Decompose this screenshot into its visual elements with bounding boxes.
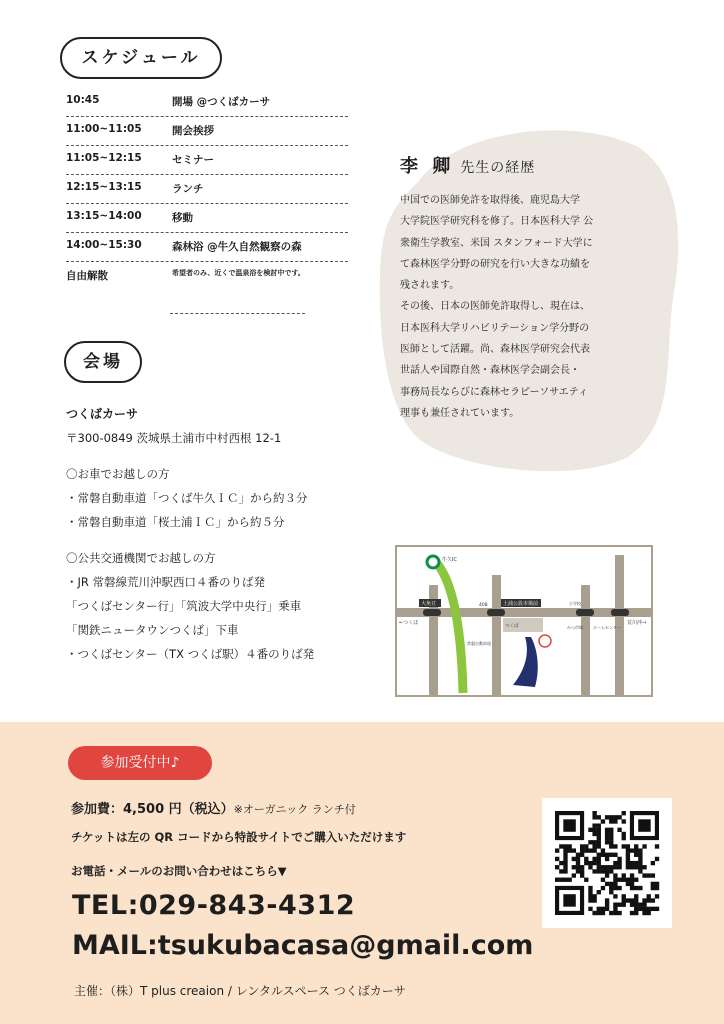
schedule-row xyxy=(66,204,348,233)
schedule-time: 11:00~11:05 xyxy=(66,123,142,135)
venue-name: つくばカーサ xyxy=(66,407,139,421)
map-label-ohkado: 大角豆 xyxy=(421,601,437,607)
map-signal xyxy=(576,609,594,616)
transit-access-line: 「つくばセンター行」「筑波大学中央行」乗車 xyxy=(66,599,302,613)
bio-title xyxy=(400,152,662,178)
bio-subtitle: 先生の経歴 xyxy=(460,160,536,176)
email-address[interactable]: MAIL:tsukubacasa@gmail.com xyxy=(72,930,534,961)
transit-access-line: ・つくばセンター（TX つくば駅）４番のりば発 xyxy=(66,647,315,661)
map-signal xyxy=(611,609,629,616)
bio-line: 衆衛生学教室、米国 スタンフォード大学に xyxy=(400,237,593,249)
transit-access-title: 〇公共交通機関でお越しの方 xyxy=(66,551,216,565)
car-access-line: ・常磐自動車道「つくば牛久ＩＣ」から約３分 xyxy=(66,491,308,505)
bio-line: その後、日本の医師免許取得し、現在は、 xyxy=(400,301,590,313)
schedule-event: 移動 xyxy=(172,212,193,224)
bio-line: 事務局長ならびに森林セラピーソサエティ xyxy=(400,386,588,398)
map-signal xyxy=(487,609,505,616)
schedule-heading: スケジュール xyxy=(60,37,222,79)
map-road-right1 xyxy=(581,585,590,697)
schedule-time: 13:15~14:00 xyxy=(66,210,142,222)
schedule-time: 12:15~13:15 xyxy=(66,181,142,193)
bio-line: 世話人や国際自然・森林医学会副会長・ xyxy=(400,365,580,377)
car-access-title: 〇お車でお越しの方 xyxy=(66,467,170,481)
qr-code-image xyxy=(542,798,672,928)
map-signal xyxy=(423,609,441,616)
venue-info xyxy=(66,402,376,666)
schedule-time: 14:00~15:30 xyxy=(66,239,142,251)
schedule-divider xyxy=(170,313,305,314)
schedule-row xyxy=(66,233,348,262)
car-access-line: ・常磐自動車道「桜土浦ＩＣ」から約５分 xyxy=(66,515,285,529)
map-label-arakawa: 荒川沖→ xyxy=(627,620,647,626)
bio-line: 残されます。 xyxy=(400,280,460,292)
map-label-408: 408 xyxy=(479,603,488,608)
transit-access-line: 「関鉄ニュータウンつくば」下車 xyxy=(66,623,239,637)
map-label-tsukuba: ←つくば xyxy=(399,620,419,626)
qr-finder-square xyxy=(563,894,575,906)
schedule-event: セミナー xyxy=(172,154,214,166)
ticket-info: チケットは左の QR コードから特設サイトでご購入いただけます xyxy=(71,830,407,844)
bio-line: 理事も兼任されています。 xyxy=(400,407,520,419)
price-label: 参加費：4,500 円（税込） xyxy=(71,802,234,817)
schedule-time: 自由解散 xyxy=(66,270,108,282)
map-label-ic: 牛久IC xyxy=(442,557,457,563)
bio-line: 日本医科大学リハビリテーション学分野の xyxy=(400,322,590,334)
schedule-event: 開場 @つくばカーサ xyxy=(172,96,271,108)
registration-open-badge: 参加受付中♪ xyxy=(68,746,212,780)
schedule-event: ランチ xyxy=(172,183,204,195)
schedule-event: 森林浴 @牛久自然観察の森 xyxy=(172,241,302,253)
transit-access-line: ・JR 常磐線荒川沖駅西口４番のりば発 xyxy=(66,575,266,589)
bio-line: 大学院医学研究科を修了。日本医科大学 公 xyxy=(400,216,594,228)
bio-name: 李 卿 xyxy=(400,156,455,177)
qr-finder-square xyxy=(563,819,575,831)
map-ic-marker xyxy=(427,556,439,568)
schedule-row xyxy=(66,175,348,204)
bio-text xyxy=(400,190,662,424)
map-label-venue-area: つくば xyxy=(505,624,519,629)
venue-heading: 会場 xyxy=(64,341,142,383)
bio-line: 医師として活躍。尚、森林医学研究会代表 xyxy=(400,344,590,356)
map-road-center xyxy=(492,575,501,697)
price-info xyxy=(71,798,356,817)
map-label-small3: ホームセンター xyxy=(593,625,621,630)
organizer-text: 主催：（株）T plus creaion / レンタルスペース つくばカーサ xyxy=(74,984,406,998)
bio-section xyxy=(400,152,662,424)
map-label-small1: 小学校 xyxy=(569,601,581,606)
schedule-event: 開会挨拶 xyxy=(172,125,214,137)
contact-prompt: お電話・メールのお問い合わせはこちら▼ xyxy=(71,864,287,878)
schedule-time: 10:45 xyxy=(66,94,100,106)
map-label-highway: 常磐自動車道 xyxy=(467,641,491,646)
schedule-row xyxy=(66,262,348,290)
bio-line: 中国での医師免許を取得後、鹿児島大学 xyxy=(400,195,580,206)
schedule-row xyxy=(66,117,348,146)
schedule-list xyxy=(66,88,348,290)
map-label-small2: かつ市場 xyxy=(567,625,583,630)
venue-address: 〒300-0849 茨城県土浦市中村西根 12-1 xyxy=(66,431,282,445)
schedule-row xyxy=(66,146,348,175)
qr-code[interactable] xyxy=(542,798,672,928)
access-map xyxy=(395,545,653,697)
qr-finder-square xyxy=(638,819,650,831)
bio-line: て森林医学分野の研究を行い大きな功績を xyxy=(400,258,590,270)
schedule-time: 11:05~12:15 xyxy=(66,152,142,164)
schedule-row xyxy=(66,88,348,117)
map-label-city-office: 土浦公設市場前 xyxy=(503,601,539,607)
schedule-event: 希望者のみ、近くで温泉浴を検討中です。 xyxy=(172,269,305,277)
phone-number[interactable]: TEL:029-843-4312 xyxy=(72,890,356,921)
price-note: ※オーガニック ランチ付 xyxy=(233,803,356,816)
